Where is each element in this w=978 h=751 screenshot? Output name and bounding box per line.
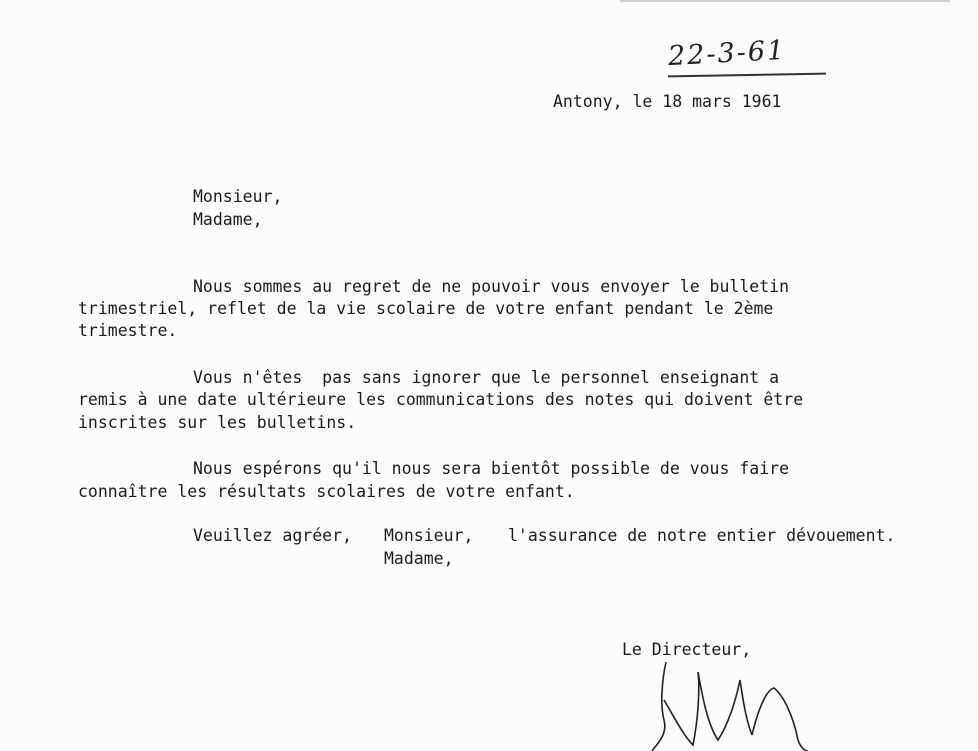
closing-monsieur: Monsieur, bbox=[384, 526, 474, 545]
place-date: Antony, le 18 mars 1961 bbox=[553, 92, 782, 111]
handwritten-underline bbox=[668, 73, 826, 78]
handwritten-date: 22-3-61 bbox=[667, 34, 787, 73]
scan-edge-line bbox=[620, 0, 950, 2]
salutation-monsieur: Monsieur, bbox=[193, 187, 283, 206]
paragraph1-line2: trimestriel, reflet de la vie scolaire de votre enfant pendant le 2ème bbox=[78, 299, 774, 318]
signatory-title: Le Directeur, bbox=[622, 640, 752, 659]
closing-rest: l'assurance de notre entier dévouement. bbox=[508, 526, 896, 545]
closing-madame: Madame, bbox=[384, 549, 454, 568]
paragraph3-line1: Nous espérons qu'il nous sera bientôt possible de vous faire bbox=[193, 459, 790, 478]
handwritten-signature bbox=[648, 660, 828, 751]
paragraph1-line1: Nous sommes au regret de ne pouvoir vous envoyer le bulletin bbox=[193, 277, 790, 296]
paragraph2-line2: remis à une date ultérieure les communications des notes qui doivent être bbox=[78, 390, 804, 409]
paragraph2-line3: inscrites sur les bulletins. bbox=[78, 413, 357, 432]
closing-start: Veuillez agréer, bbox=[193, 526, 352, 545]
paragraph2-line1: Vous n'êtes pas sans ignorer que le personnel enseignant a bbox=[193, 368, 780, 387]
paragraph3-line2: connaître les résultats scolaires de votre enfant. bbox=[78, 482, 575, 501]
paragraph1-line3: trimestre. bbox=[78, 321, 178, 340]
salutation-madame: Madame, bbox=[193, 210, 263, 229]
